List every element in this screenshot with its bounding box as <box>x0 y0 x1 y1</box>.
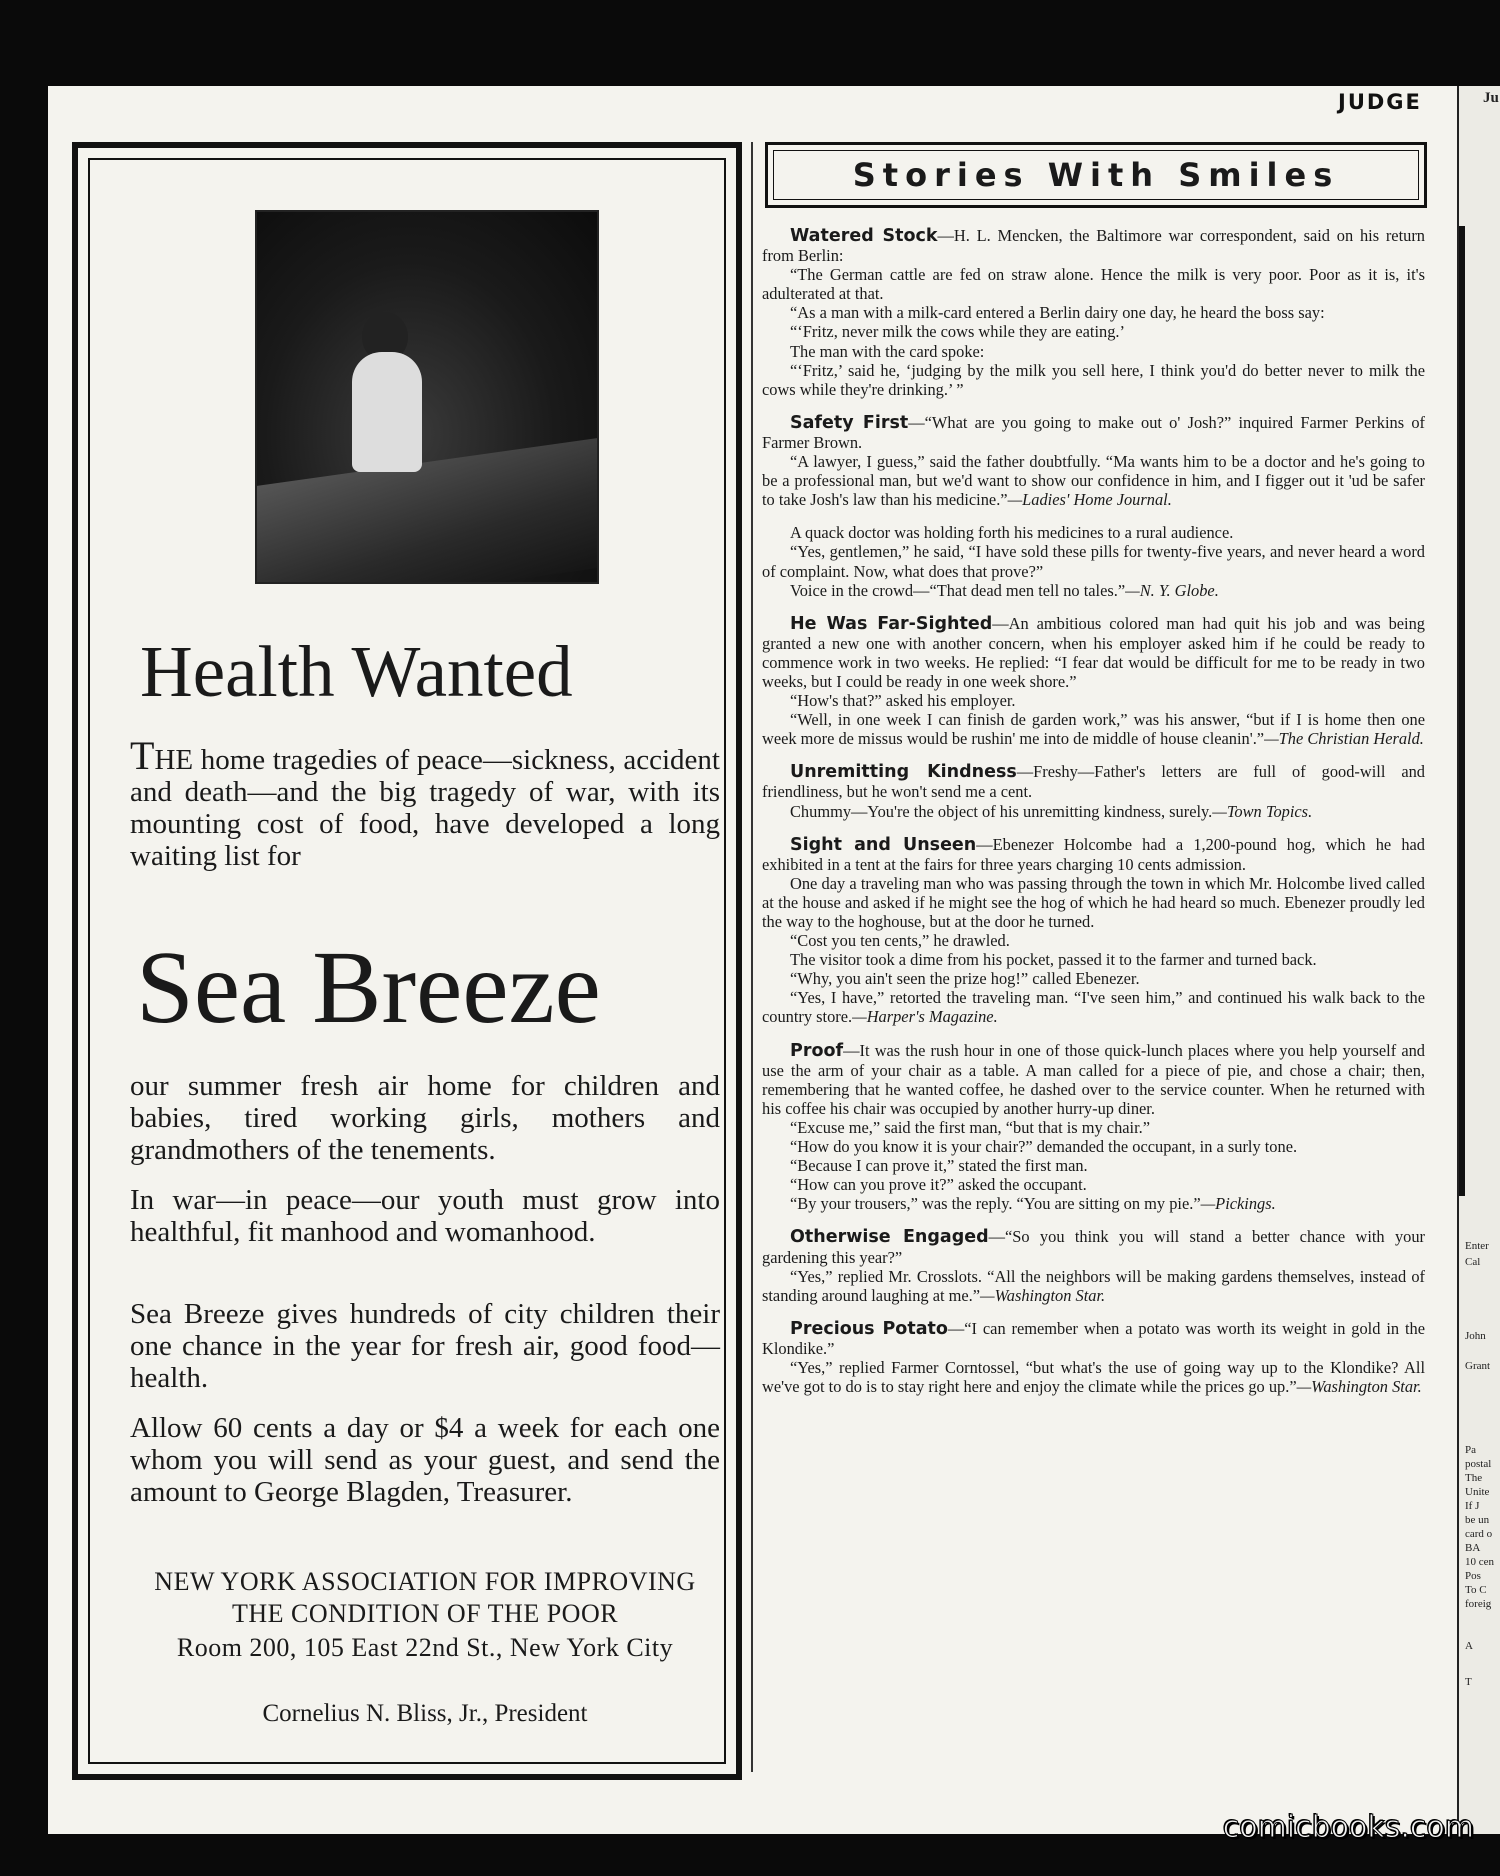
story-paragraph <box>762 523 1425 542</box>
ad-paragraph-3: Sea Breeze gives hundreds of city children their one chance in the year for fresh air, good food—health. <box>130 1298 720 1394</box>
adjacent-page-fragment: Cal <box>1465 1256 1481 1268</box>
story-paragraph <box>762 265 1425 303</box>
story-text: “Yes, I have,” retorted the traveling man. “I've seen him,” and continued his walk back to the country store. <box>762 988 1425 1027</box>
ad-inner-border <box>88 158 726 1764</box>
ad-paragraph-1: our summer fresh air home for children and babies, tired working girls, mothers and grandmothers of the tenements. <box>130 1070 720 1166</box>
story-paragraph <box>762 1319 1425 1358</box>
story-source: —Washington Star. <box>1296 1377 1422 1397</box>
story-text: —An ambitious colored man had quit his job and was being granted a new one with another concern, when his employer asked him if he could be ready to commence work in two weeks. He replied: “I fear dat would be difficult for me to be ready in two weeks, but I could be ready in one week shore.” <box>762 613 1425 691</box>
story-text: —“So you think you will stand a better chance with your gardening this year?” <box>762 1227 1425 1267</box>
story-text: “Yes,” replied Mr. Crosslots. “All the neighbors will be making gardens themselves, instead of standing around laughing at me.” <box>762 1266 1425 1305</box>
story-text: “Cost you ten cents,” he drawled. <box>790 931 1010 951</box>
story-source: —Pickings. <box>1200 1194 1276 1214</box>
story-text: “How do you know it is your chair?” demanded the occupant, in a surly tone. <box>790 1137 1298 1157</box>
story-paragraph <box>762 1175 1425 1194</box>
story <box>762 1041 1425 1214</box>
health-wanted-advertisement <box>72 142 742 1780</box>
story-headline: Safety First <box>790 412 909 433</box>
story-paragraph <box>762 1118 1425 1137</box>
ad-headline-sea-breeze: Sea Breeze <box>136 930 601 1045</box>
column-divider <box>751 142 753 1772</box>
story-text: The visitor took a dime from his pocket, passed it to the farmer and turned back. <box>790 950 1317 970</box>
story-text: “How can you prove it?” asked the occupant. <box>790 1175 1087 1195</box>
adjacent-page-fragment: To C <box>1465 1584 1487 1596</box>
story-source: —N. Y. Globe. <box>1125 580 1219 600</box>
ad-intro-text: HE home tragedies of peace—sickness, accident and death—and the big tragedy of war, with its mounting cost of food, have developed a long waiting list for <box>130 744 720 872</box>
story <box>762 835 1425 1027</box>
story <box>762 413 1425 509</box>
story-source: —Washington Star. <box>980 1285 1106 1305</box>
story-paragraph <box>762 322 1425 341</box>
photo-steps <box>257 438 597 584</box>
adjacent-page-fragment: Unite <box>1465 1486 1490 1498</box>
story-text: “A lawyer, I guess,” said the father doubtfully. “Ma wants him to be a doctor and he's going to be a professional man, but we'd want to show our confidence in him, and I figger out it 'ud be safer to take Josh's law than his medicine.” <box>762 452 1425 510</box>
adjacent-page-fragment: Pos <box>1465 1570 1481 1582</box>
story-text: “By your trousers,” was the reply. “You are sitting on my pie.” <box>790 1194 1201 1214</box>
story-text: “‘Fritz,’ said he, ‘judging by the milk you sell here, I think you'd do better never to milk the cows while they're drinking.’ ” <box>762 360 1425 399</box>
story-paragraph <box>762 762 1425 801</box>
story-headline: He Was Far-Sighted <box>790 613 993 634</box>
adjacent-page-fragment: card o <box>1465 1528 1493 1540</box>
story-paragraph <box>762 361 1425 399</box>
column-header-box <box>765 142 1427 208</box>
adjacent-page-fragment: Pa <box>1465 1444 1476 1456</box>
story-source: —The Christian Herald. <box>1264 729 1424 749</box>
ad-title: Health Wanted <box>140 631 573 712</box>
adjacent-page-fragment: If J <box>1465 1500 1480 1512</box>
column-header-inner <box>773 150 1419 200</box>
story-paragraph <box>762 413 1425 452</box>
story-text: Voice in the crowd—“That dead men tell no tales.” <box>790 580 1126 600</box>
story-paragraph <box>762 581 1425 600</box>
story-text: “Because I can prove it,” stated the first man. <box>790 1156 1088 1176</box>
adjacent-page-head: Ju <box>1483 90 1499 106</box>
story-text: “Excuse me,” said the first man, “but that is my chair.” <box>790 1117 1151 1137</box>
story-paragraph <box>762 835 1425 874</box>
ad-intro <box>130 733 720 872</box>
story-headline: Unremitting Kindness <box>790 762 1017 783</box>
story-paragraph <box>762 1041 1425 1118</box>
story-text: The man with the card spoke: <box>790 341 985 361</box>
story-paragraph <box>762 1194 1425 1213</box>
story-text: Chummy—You're the object of his unremitting kindness, surely. <box>790 801 1213 821</box>
story-text: “Well, in one week I can finish de garden work,” was his answer, “but if I is home then one week more de missus would be rushin' me into de middle of house cleanin'.” <box>762 710 1425 749</box>
ad-organization: NEW YORK ASSOCIATION FOR IMPROVING THE CONDITION OF THE POOR <box>154 1567 696 1628</box>
story-paragraph <box>762 226 1425 265</box>
story-paragraph <box>762 874 1425 931</box>
story-text: “Yes, gentlemen,” he said, “I have sold these pills for twenty-five years, and never heard a word of complaint. Now, what does that prove?” <box>762 542 1425 581</box>
ad-paragraph-4: Allow 60 cents a day or $4 a week for each one whom you will send as your guest, and send the amount to George Blagden, Treasurer. <box>130 1412 720 1508</box>
story <box>762 226 1425 399</box>
story-paragraph <box>762 969 1425 988</box>
story-paragraph <box>762 1267 1425 1305</box>
story-headline: Proof <box>790 1040 844 1061</box>
adjacent-page-edge <box>1457 86 1500 1834</box>
story <box>762 1227 1425 1304</box>
adjacent-page-fragment: John <box>1465 1330 1486 1342</box>
story <box>762 523 1425 599</box>
stories-list <box>762 226 1425 1410</box>
ad-paragraph-2: In war—in peace—our youth must grow into healthful, fit manhood and womanhood. <box>130 1184 720 1248</box>
story-paragraph <box>762 342 1425 361</box>
adjacent-page-fragment: BA <box>1465 1542 1481 1554</box>
ad-dropcap: T <box>130 733 155 778</box>
story-paragraph <box>762 802 1425 821</box>
story-text: —“I can remember when a potato was worth its weight in gold in the Klondike.” <box>762 1318 1425 1358</box>
story <box>762 614 1425 749</box>
story-paragraph <box>762 950 1425 969</box>
story-paragraph <box>762 1137 1425 1156</box>
story-paragraph <box>762 1227 1425 1266</box>
adjacent-page-fragment: postal <box>1465 1458 1492 1470</box>
story-paragraph <box>762 614 1425 691</box>
adjacent-page-frame <box>1459 226 1500 1196</box>
story-text: One day a traveling man who was passing through the town in which Mr. Holcombe lived called at the house and asked if he might see the hog of which he had heard so much. Ebenezer proudly led the way to the hoghouse, but at the door he turned. <box>762 873 1425 931</box>
story-text: “The German cattle are fed on straw alone. Hence the milk is very poor. Poor as it is, it's adulterated at that. <box>762 265 1425 304</box>
story-text: —Ebenezer Holcombe had a 1,200-pound hog, which he had exhibited in a tent at the fairs for three years charging 10 cents admission. <box>762 834 1425 874</box>
story-headline: Watered Stock <box>790 226 938 246</box>
story-text: “As a man with a milk-card entered a Berlin dairy one day, he heard the boss say: <box>790 303 1325 323</box>
story-paragraph <box>762 542 1425 580</box>
story <box>762 1319 1425 1396</box>
photo-child-body <box>352 352 422 472</box>
story-text: —Freshy—Father's letters are full of good-will and friendliness, but he won't send me a cent. <box>762 762 1425 802</box>
story <box>762 762 1425 820</box>
adjacent-page-fragment: The <box>1465 1472 1483 1484</box>
story-text: A quack doctor was holding forth his medicines to a rural audience. <box>790 523 1234 543</box>
adjacent-page-fragment: foreig <box>1465 1598 1492 1610</box>
story-paragraph <box>762 1156 1425 1175</box>
column-title: Stories With Smiles <box>852 156 1340 194</box>
story-paragraph <box>762 691 1425 710</box>
story-paragraph <box>762 988 1425 1026</box>
adjacent-page-fragment: 10 cen <box>1465 1556 1495 1568</box>
child-photograph <box>255 210 599 584</box>
adjacent-page-fragment: T <box>1465 1676 1472 1688</box>
adjacent-page-fragment: Grant <box>1465 1360 1491 1372</box>
story-text: “Why, you ain't seen the prize hog!” called Ebenezer. <box>790 969 1140 989</box>
story-paragraph <box>762 931 1425 950</box>
story-text: “How's that?” asked his employer. <box>790 691 1016 711</box>
story-headline: Otherwise Engaged <box>790 1227 989 1248</box>
ad-president: Cornelius N. Bliss, Jr., President <box>262 1700 588 1727</box>
ad-address: Room 200, 105 East 22nd St., New York City <box>176 1633 674 1662</box>
story-paragraph <box>762 1358 1425 1396</box>
story-text: “‘Fritz, never milk the cows while they are eating.’ <box>790 322 1125 342</box>
adjacent-page-fragment: be un <box>1465 1514 1490 1526</box>
story-headline: Sight and Unseen <box>790 834 977 855</box>
story-source: —Ladies' Home Journal. <box>1007 490 1172 510</box>
story-text: —H. L. Mencken, the Baltimore war correspondent, said on his return from Berlin: <box>762 226 1425 266</box>
story-source: —Harper's Magazine. <box>852 1007 998 1027</box>
running-head: JUDGE <box>1338 90 1422 114</box>
story-paragraph <box>762 452 1425 509</box>
story-text: —“What are you going to make out o' Josh?” inquired Farmer Perkins of Farmer Brown. <box>762 412 1425 452</box>
watermark: comicbooks.com <box>1222 1810 1474 1845</box>
adjacent-page-fragment: A <box>1465 1640 1473 1652</box>
story-text: —It was the rush hour in one of those quick-lunch places where you help yourself and use the arm of your chair as a table. A man called for a piece of pie, and chose a chair; then, remembering that he wanted coffee, he dashed over to the service counter. When he returned with his coffee his chair was occupied by another hurry-up diner. <box>762 1040 1425 1118</box>
story-headline: Precious Potato <box>790 1318 948 1339</box>
story-paragraph <box>762 303 1425 322</box>
story-source: —Town Topics. <box>1212 801 1313 821</box>
story-paragraph <box>762 710 1425 748</box>
story-text: “Yes,” replied Farmer Corntossel, “but what's the use of going way up to the Klondike? All we've got to do is to stay right here and enjoy the climate while the prices go up.” <box>762 1357 1425 1397</box>
adjacent-page-fragment: Enter <box>1465 1240 1489 1252</box>
